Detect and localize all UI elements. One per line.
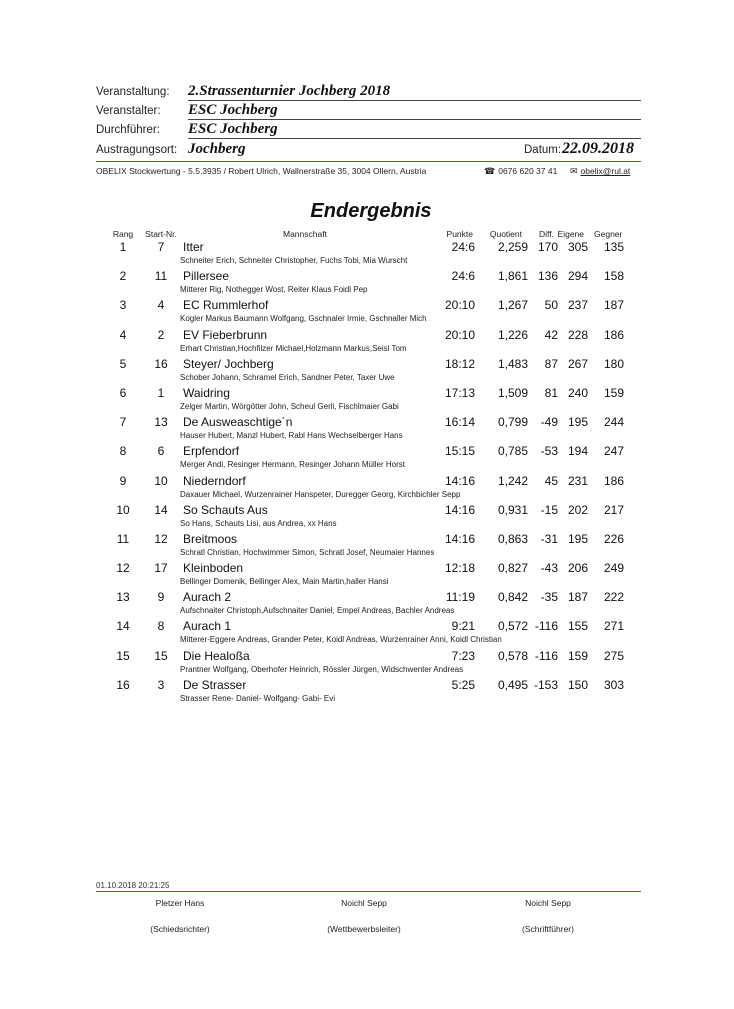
own-score-cell: 228 xyxy=(567,327,588,342)
print-timestamp: 01.10.2018 20:21:25 xyxy=(96,881,170,890)
opponent-score-cell: 222 xyxy=(603,590,624,605)
phone-number xyxy=(484,166,557,177)
start-number-cell: 12 xyxy=(154,531,168,546)
rang-cell: 4 xyxy=(119,327,127,342)
own-score-cell: 202 xyxy=(567,502,588,517)
quotient-cell: 0,785 xyxy=(497,444,528,459)
points-cell: 11:19 xyxy=(445,590,475,605)
difference-cell: 81 xyxy=(544,385,558,400)
own-score-cell: 237 xyxy=(567,298,588,313)
start-number-cell: 8 xyxy=(157,619,165,634)
team-name-cell: Aurach 2 xyxy=(183,590,232,605)
table-row xyxy=(0,328,734,357)
phone-icon: ☎ xyxy=(484,166,496,176)
table-row xyxy=(0,357,734,386)
own-score-cell: 305 xyxy=(567,240,588,254)
points-cell: 12:18 xyxy=(444,561,475,576)
signature-name: Pletzer Hans xyxy=(155,898,205,908)
points-cell: 5:25 xyxy=(451,677,475,692)
table-row xyxy=(0,386,734,415)
opponent-score-cell: 186 xyxy=(603,327,624,342)
opponent-score-cell: 226 xyxy=(603,531,624,546)
table-row xyxy=(0,503,734,532)
points-cell: 16:14 xyxy=(444,415,475,430)
team-members: Zelger Martin, Wörgötter John, Scheul Gerli, Fischlmaier Gabi xyxy=(180,401,399,411)
signature-name: Noichl Sepp xyxy=(341,898,387,908)
email-address[interactable] xyxy=(570,166,630,177)
executor-label: Durchführer: xyxy=(96,124,160,136)
page-title: Endergebnis xyxy=(310,200,432,222)
rang-cell: 12 xyxy=(116,561,130,576)
software-info: OBELIX Stockwertung - 5.5.3935 / Robert Ulrich, Wallnerstraße 35, 3004 Ollern, Austria xyxy=(96,166,427,176)
quotient-cell: 0,863 xyxy=(497,531,528,546)
own-score-cell: 159 xyxy=(567,648,588,663)
table-row xyxy=(0,269,734,298)
signature-name: Noichl Sepp xyxy=(525,898,571,908)
start-number-cell: 10 xyxy=(154,473,168,488)
own-score-cell: 240 xyxy=(567,385,588,400)
team-name-cell: Niederndorf xyxy=(183,473,246,488)
table-row xyxy=(0,590,734,619)
start-number-cell: 7 xyxy=(157,240,165,254)
opponent-score-cell: 244 xyxy=(603,415,624,430)
quotient-cell: 1,267 xyxy=(497,298,528,313)
table-row xyxy=(0,649,734,678)
footer-red-line xyxy=(96,891,641,892)
points-cell: 20:10 xyxy=(444,327,475,342)
opponent-score-cell: 159 xyxy=(603,385,624,400)
difference-cell: -49 xyxy=(540,415,558,430)
rang-cell: 11 xyxy=(116,531,130,546)
own-score-cell: 155 xyxy=(567,619,588,634)
team-members: Kogler Markus Baumann Wolfgang, Gschnaler Irmie, Gschnaller Mich xyxy=(180,314,427,324)
opponent-score-cell: 303 xyxy=(603,677,624,692)
results-table xyxy=(0,240,734,707)
col-rang: Rang xyxy=(112,229,134,239)
start-number-cell: 16 xyxy=(154,356,168,371)
quotient-cell: 1,242 xyxy=(497,473,528,488)
team-name-cell: Kleinboden xyxy=(183,561,244,576)
own-score-cell: 267 xyxy=(567,356,588,371)
rang-cell: 6 xyxy=(119,385,127,400)
points-cell: 14:16 xyxy=(444,473,475,488)
rang-cell: 14 xyxy=(116,619,130,634)
team-name-cell: De Strasser xyxy=(183,677,247,692)
points-cell: 9:21 xyxy=(451,619,475,634)
rang-cell: 1 xyxy=(119,240,127,254)
table-row xyxy=(0,532,734,561)
start-number-cell: 6 xyxy=(157,444,165,459)
team-members: Mitterer Rig, Nothegger Wost, Reiter Klaus Foidl Pep xyxy=(180,285,368,295)
rang-cell: 15 xyxy=(116,648,130,663)
opponent-score-cell: 186 xyxy=(603,473,624,488)
quotient-cell: 0,827 xyxy=(497,561,528,576)
col-gegner: Gegner xyxy=(594,229,623,239)
table-row xyxy=(0,678,734,707)
table-row xyxy=(0,561,734,590)
start-number-cell: 3 xyxy=(157,677,165,692)
points-cell: 15:15 xyxy=(444,444,475,459)
start-number-cell: 1 xyxy=(157,385,165,400)
col-team: Mannschaft xyxy=(283,229,327,239)
date-label: Datum: xyxy=(524,144,562,156)
software-info-line xyxy=(96,166,641,176)
quotient-cell: 0,842 xyxy=(497,590,528,605)
difference-cell: 45 xyxy=(544,473,558,488)
start-number-cell: 9 xyxy=(157,590,165,605)
rang-cell: 10 xyxy=(116,502,130,517)
team-members: Hauser Hubert, Manzl Hubert, Rabl Hans Wechselberger Hans xyxy=(180,431,403,441)
executor-row xyxy=(96,118,641,140)
points-cell: 20:10 xyxy=(444,298,475,313)
team-name-cell: Erpfendorf xyxy=(183,444,240,459)
rang-cell: 9 xyxy=(119,473,127,488)
opponent-score-cell: 249 xyxy=(603,561,624,576)
organizer-label: Veranstalter: xyxy=(96,105,161,117)
team-members: Aufschnaiter Christoph,Aufschnaiter Daniel, Empel Andreas, Bachler Andreas xyxy=(180,606,455,616)
rang-cell: 5 xyxy=(119,356,127,371)
team-name-cell: Breitmoos xyxy=(183,531,238,546)
own-score-cell: 294 xyxy=(567,269,588,284)
opponent-score-cell: 275 xyxy=(603,648,624,663)
quotient-cell: 0,572 xyxy=(497,619,528,634)
quotient-cell: 0,931 xyxy=(497,502,528,517)
opponent-score-cell: 271 xyxy=(603,619,624,634)
team-members: Schratl Christian, Hochwimmer Simon, Schratl Josef, Neumaier Hannes xyxy=(180,547,435,557)
team-name-cell: EV Fieberbrunn xyxy=(183,327,268,342)
event-label: Veranstaltung: xyxy=(96,86,170,98)
col-eigene: Eigene xyxy=(557,229,584,239)
phone-text: 0676 620 37 41 xyxy=(498,166,558,176)
own-score-cell: 195 xyxy=(567,415,588,430)
start-number-cell: 4 xyxy=(157,298,165,313)
start-number-cell: 2 xyxy=(157,327,165,342)
team-name-cell: Aurach 1 xyxy=(183,619,232,634)
own-score-cell: 195 xyxy=(567,531,588,546)
start-number-cell: 11 xyxy=(154,269,168,284)
rang-cell: 7 xyxy=(119,415,127,430)
venue-label: Austragungsort: xyxy=(96,144,178,156)
difference-cell: 42 xyxy=(544,327,558,342)
quotient-cell: 0,799 xyxy=(497,415,528,430)
organizer-value: ESC Jochberg xyxy=(188,102,278,118)
team-members: Schneiter Erich, Schneiter Christopher, Fuchs Tobi, Mia Wurscht xyxy=(180,256,408,265)
team-members: Prantner Wolfgang, Oberhofer Heinrich, Rössler Jürgen, Widschwenter Andreas xyxy=(180,664,464,674)
own-score-cell: 194 xyxy=(567,444,588,459)
difference-cell: -43 xyxy=(540,561,558,576)
difference-cell: -153 xyxy=(533,677,558,692)
table-row xyxy=(0,298,734,327)
difference-cell: -31 xyxy=(540,531,558,546)
rang-cell: 13 xyxy=(116,590,130,605)
team-members: Bellinger Domenik, Bellinger Alex, Main Martin,haller Hansi xyxy=(180,577,389,587)
executor-value: ESC Jochberg xyxy=(188,121,278,137)
quotient-cell: 1,509 xyxy=(497,385,528,400)
col-start: Start-Nr. xyxy=(145,229,177,239)
envelope-icon: ✉ xyxy=(570,166,578,176)
points-cell: 24:6 xyxy=(451,240,475,254)
opponent-score-cell: 217 xyxy=(603,502,624,517)
start-number-cell: 14 xyxy=(154,502,168,517)
team-name-cell: Waidring xyxy=(183,385,230,400)
own-score-cell: 231 xyxy=(567,473,588,488)
difference-cell: 136 xyxy=(537,269,558,284)
signature-role: (Schiedsrichter) xyxy=(150,924,210,934)
difference-cell: -53 xyxy=(540,444,558,459)
team-members: Erhart Christian,Hochfilzer Michael,Holzmann Markus,Seisl Tom xyxy=(180,343,407,353)
start-number-cell: 17 xyxy=(154,561,168,576)
difference-cell: 170 xyxy=(537,240,558,254)
opponent-score-cell: 180 xyxy=(603,356,624,371)
date-value: 22.09.2018 xyxy=(562,140,634,157)
venue-row xyxy=(96,138,641,160)
team-name-cell: So Schauts Aus xyxy=(183,502,268,517)
rang-cell: 16 xyxy=(116,677,130,692)
opponent-score-cell: 187 xyxy=(603,298,624,313)
quotient-cell: 2,259 xyxy=(497,240,528,254)
quotient-cell: 0,578 xyxy=(497,648,528,663)
own-score-cell: 150 xyxy=(567,677,588,692)
team-members: Schober Johann, Schramel Erich, Sandner Peter, Taxer Uwe xyxy=(180,372,395,382)
quotient-cell: 1,861 xyxy=(497,269,528,284)
team-name-cell: Itter xyxy=(183,240,204,254)
rang-cell: 8 xyxy=(119,444,127,459)
difference-cell: -35 xyxy=(540,590,558,605)
quotient-cell: 1,483 xyxy=(497,356,528,371)
team-members: Strasser Rene- Daniel- Wolfgang- Gabi- Evi xyxy=(180,693,336,703)
team-members: Merger Andi, Resinger Hermann, Resinger Johann Müller Horst xyxy=(180,460,405,470)
email-text[interactable]: obelix@rul.at xyxy=(580,166,631,176)
difference-cell: 50 xyxy=(544,298,558,313)
event-value: 2.Strassenturnier Jochberg 2018 xyxy=(188,83,391,99)
opponent-score-cell: 158 xyxy=(603,269,624,284)
difference-cell: -116 xyxy=(534,619,558,634)
team-name-cell: Pillersee xyxy=(183,269,230,284)
team-members: So Hans, Schauts Lisi, aus Andrea, xx Hans xyxy=(180,518,337,528)
start-number-cell: 15 xyxy=(154,648,168,663)
points-cell: 14:16 xyxy=(444,502,475,517)
signature-role: (Wettbewerbsleiter) xyxy=(327,924,401,934)
points-cell: 17:13 xyxy=(444,385,475,400)
team-members: Daxauer Michael, Wurzenrainer Hanspeter, Duregger Georg, Kirchbichler Sepp xyxy=(180,489,461,499)
table-row xyxy=(0,415,734,444)
team-name-cell: Steyer/ Jochberg xyxy=(183,356,274,371)
rang-cell: 2 xyxy=(119,269,127,284)
col-punkte: Punkte xyxy=(446,229,473,239)
difference-cell: 87 xyxy=(544,356,558,371)
table-row xyxy=(0,240,734,269)
header-red-line xyxy=(96,161,641,162)
own-score-cell: 187 xyxy=(567,590,588,605)
col-quotient: Quotient xyxy=(489,229,522,239)
points-cell: 18:12 xyxy=(444,356,475,371)
table-row xyxy=(0,619,734,648)
opponent-score-cell: 135 xyxy=(603,240,624,254)
quotient-cell: 1,226 xyxy=(497,327,528,342)
start-number-cell: 13 xyxy=(154,415,168,430)
own-score-cell: 206 xyxy=(567,561,588,576)
table-row xyxy=(0,474,734,503)
team-members: Mitterer-Eggere Andreas, Grander Peter, Koidl Andreas, Wurzenrainer Anni, Koidl Christian xyxy=(180,635,502,645)
team-name-cell: De Ausweaschtige´n xyxy=(183,415,293,430)
team-name-cell: EC Rummlerhof xyxy=(183,298,269,313)
difference-cell: -116 xyxy=(534,648,558,663)
table-row xyxy=(0,444,734,473)
col-diff: Diff. xyxy=(539,229,554,239)
rang-cell: 3 xyxy=(119,298,127,313)
opponent-score-cell: 247 xyxy=(603,444,624,459)
team-name-cell: Die Healoßa xyxy=(183,648,250,663)
venue-value: Jochberg xyxy=(188,141,246,157)
points-cell: 14:16 xyxy=(444,531,475,546)
points-cell: 7:23 xyxy=(451,648,475,663)
quotient-cell: 0,495 xyxy=(497,677,528,692)
difference-cell: -15 xyxy=(540,502,558,517)
points-cell: 24:6 xyxy=(451,269,475,284)
signature-role: (Schriftführer) xyxy=(522,924,574,934)
